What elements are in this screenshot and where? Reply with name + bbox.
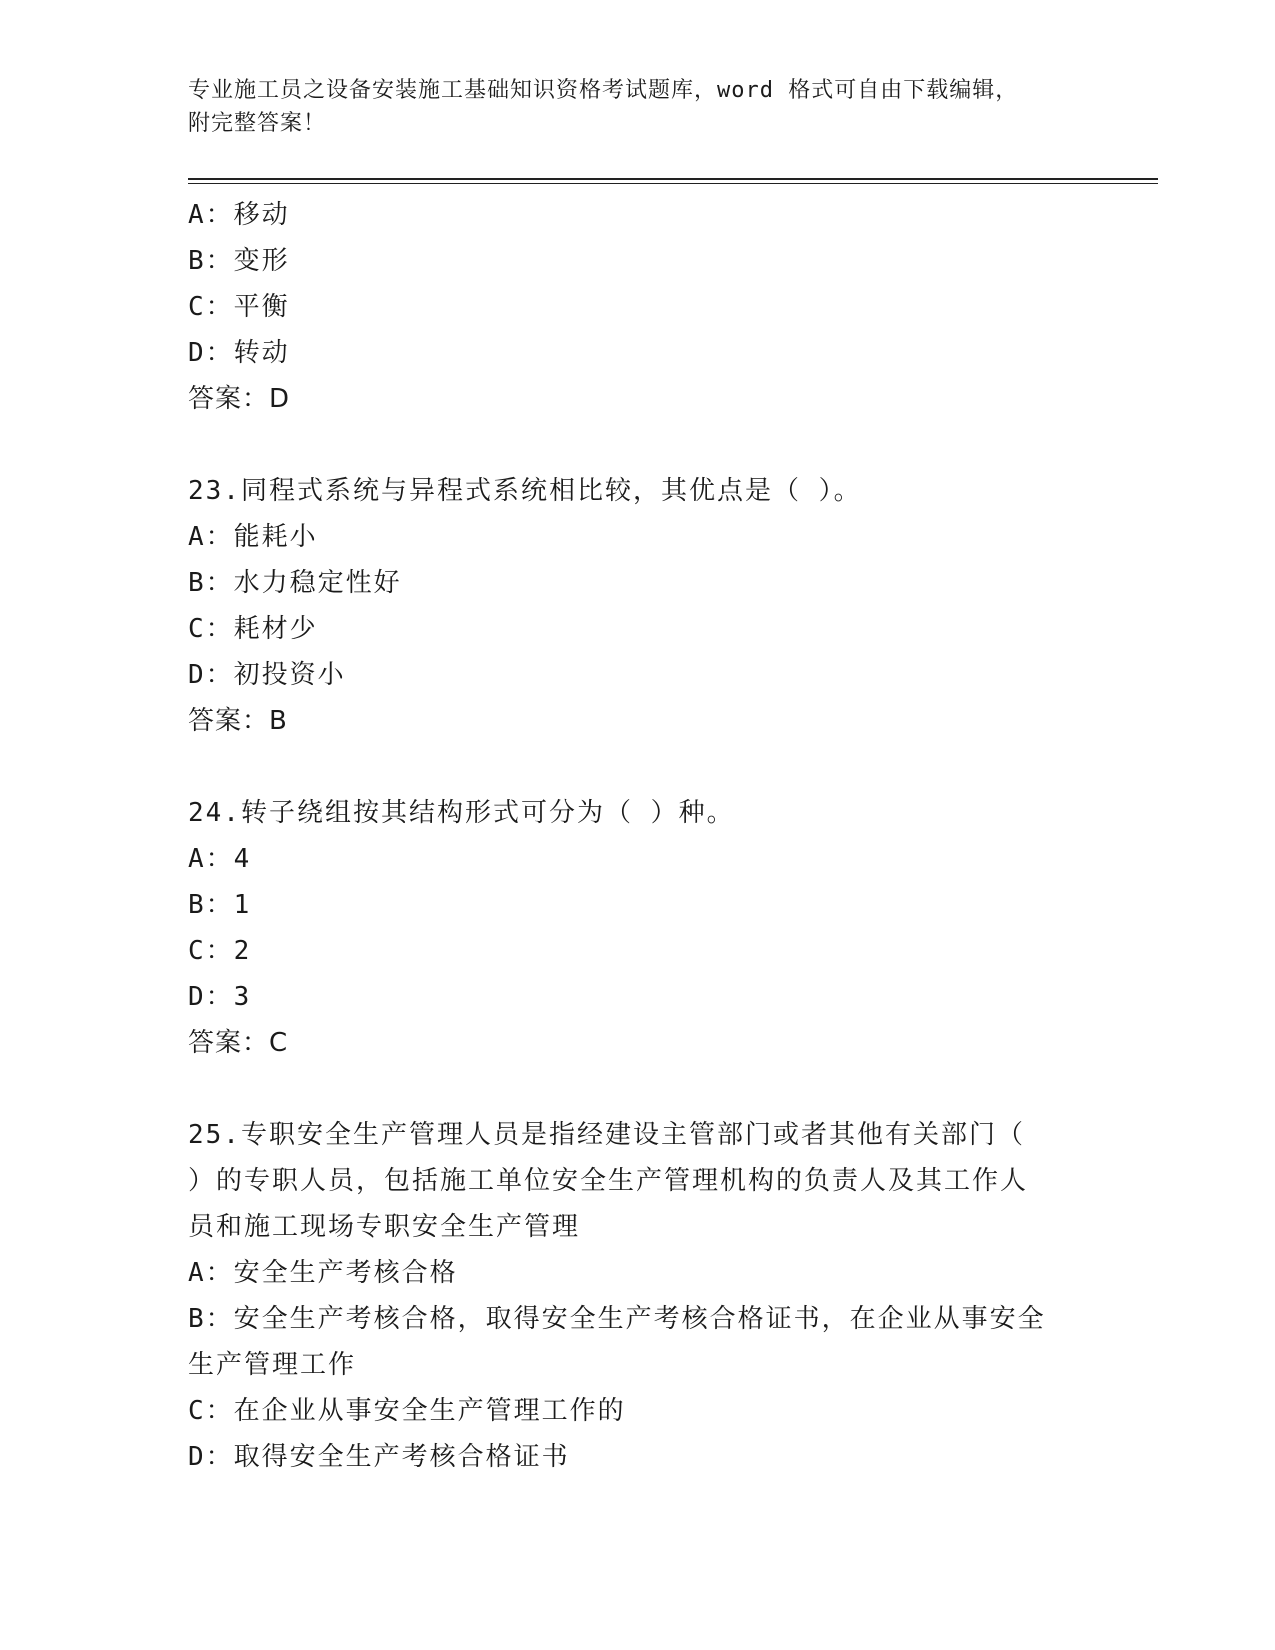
option-d: D：初投资小 (188, 660, 346, 690)
option-d: D：取得安全生产考核合格证书 (188, 1442, 570, 1472)
header-line-2: 附完整答案！ (188, 111, 327, 136)
question-stem-line-3: 员和施工现场专职安全生产管理 (188, 1212, 581, 1242)
option-b: B：安全生产考核合格，取得安全生产考核合格证书，在企业从事安全 (188, 1304, 1046, 1334)
option-b: B：1 (188, 890, 252, 920)
header-divider-bottom (188, 183, 1158, 184)
option-d: D：转动 (188, 338, 290, 368)
option-b: B：变形 (188, 246, 290, 276)
answer: 答案：D (188, 384, 291, 414)
option-a: A：能耗小 (188, 522, 318, 552)
answer: 答案：C (188, 1028, 289, 1058)
option-a: A：4 (188, 844, 252, 874)
spacer (188, 422, 1088, 468)
spacer (188, 744, 1088, 790)
option-c: C：2 (188, 936, 252, 966)
question-24 (188, 790, 1068, 1066)
option-b-continued: 生产管理工作 (188, 1350, 357, 1380)
option-a: A：安全生产考核合格 (188, 1258, 458, 1288)
answer: 答案：B (188, 706, 288, 736)
question-22 (188, 192, 1088, 422)
option-c: C：在企业从事安全生产管理工作的 (188, 1396, 626, 1426)
option-c: C：平衡 (188, 292, 290, 322)
spacer (188, 1066, 1088, 1112)
question-stem-line-1: 25.专职安全生产管理人员是指经建设主管部门或者其他有关部门（ (188, 1120, 1025, 1150)
option-c: C：耗材少 (188, 614, 318, 644)
option-b: B：水力稳定性好 (188, 568, 402, 598)
question-stem: 23.同程式系统与异程式系统相比较，其优点是（ ）。 (188, 476, 862, 506)
question-stem-line-2: ）的专职人员，包括施工单位安全生产管理机构的负责人及其工作人 (188, 1166, 1029, 1196)
question-stem: 24.转子绕组按其结构形式可分为（ ）种。 (188, 798, 735, 828)
question-23 (188, 468, 1068, 744)
option-d: D：3 (188, 982, 252, 1012)
question-list (188, 192, 1088, 1480)
question-25 (188, 1112, 1068, 1480)
header-line-1: 专业施工员之设备安装施工基础知识资格考试题库，word 格式可自由下载编辑， (188, 78, 1019, 103)
option-a: A：移动 (188, 200, 290, 230)
header-divider-top (188, 178, 1158, 180)
document-header (188, 74, 1088, 140)
